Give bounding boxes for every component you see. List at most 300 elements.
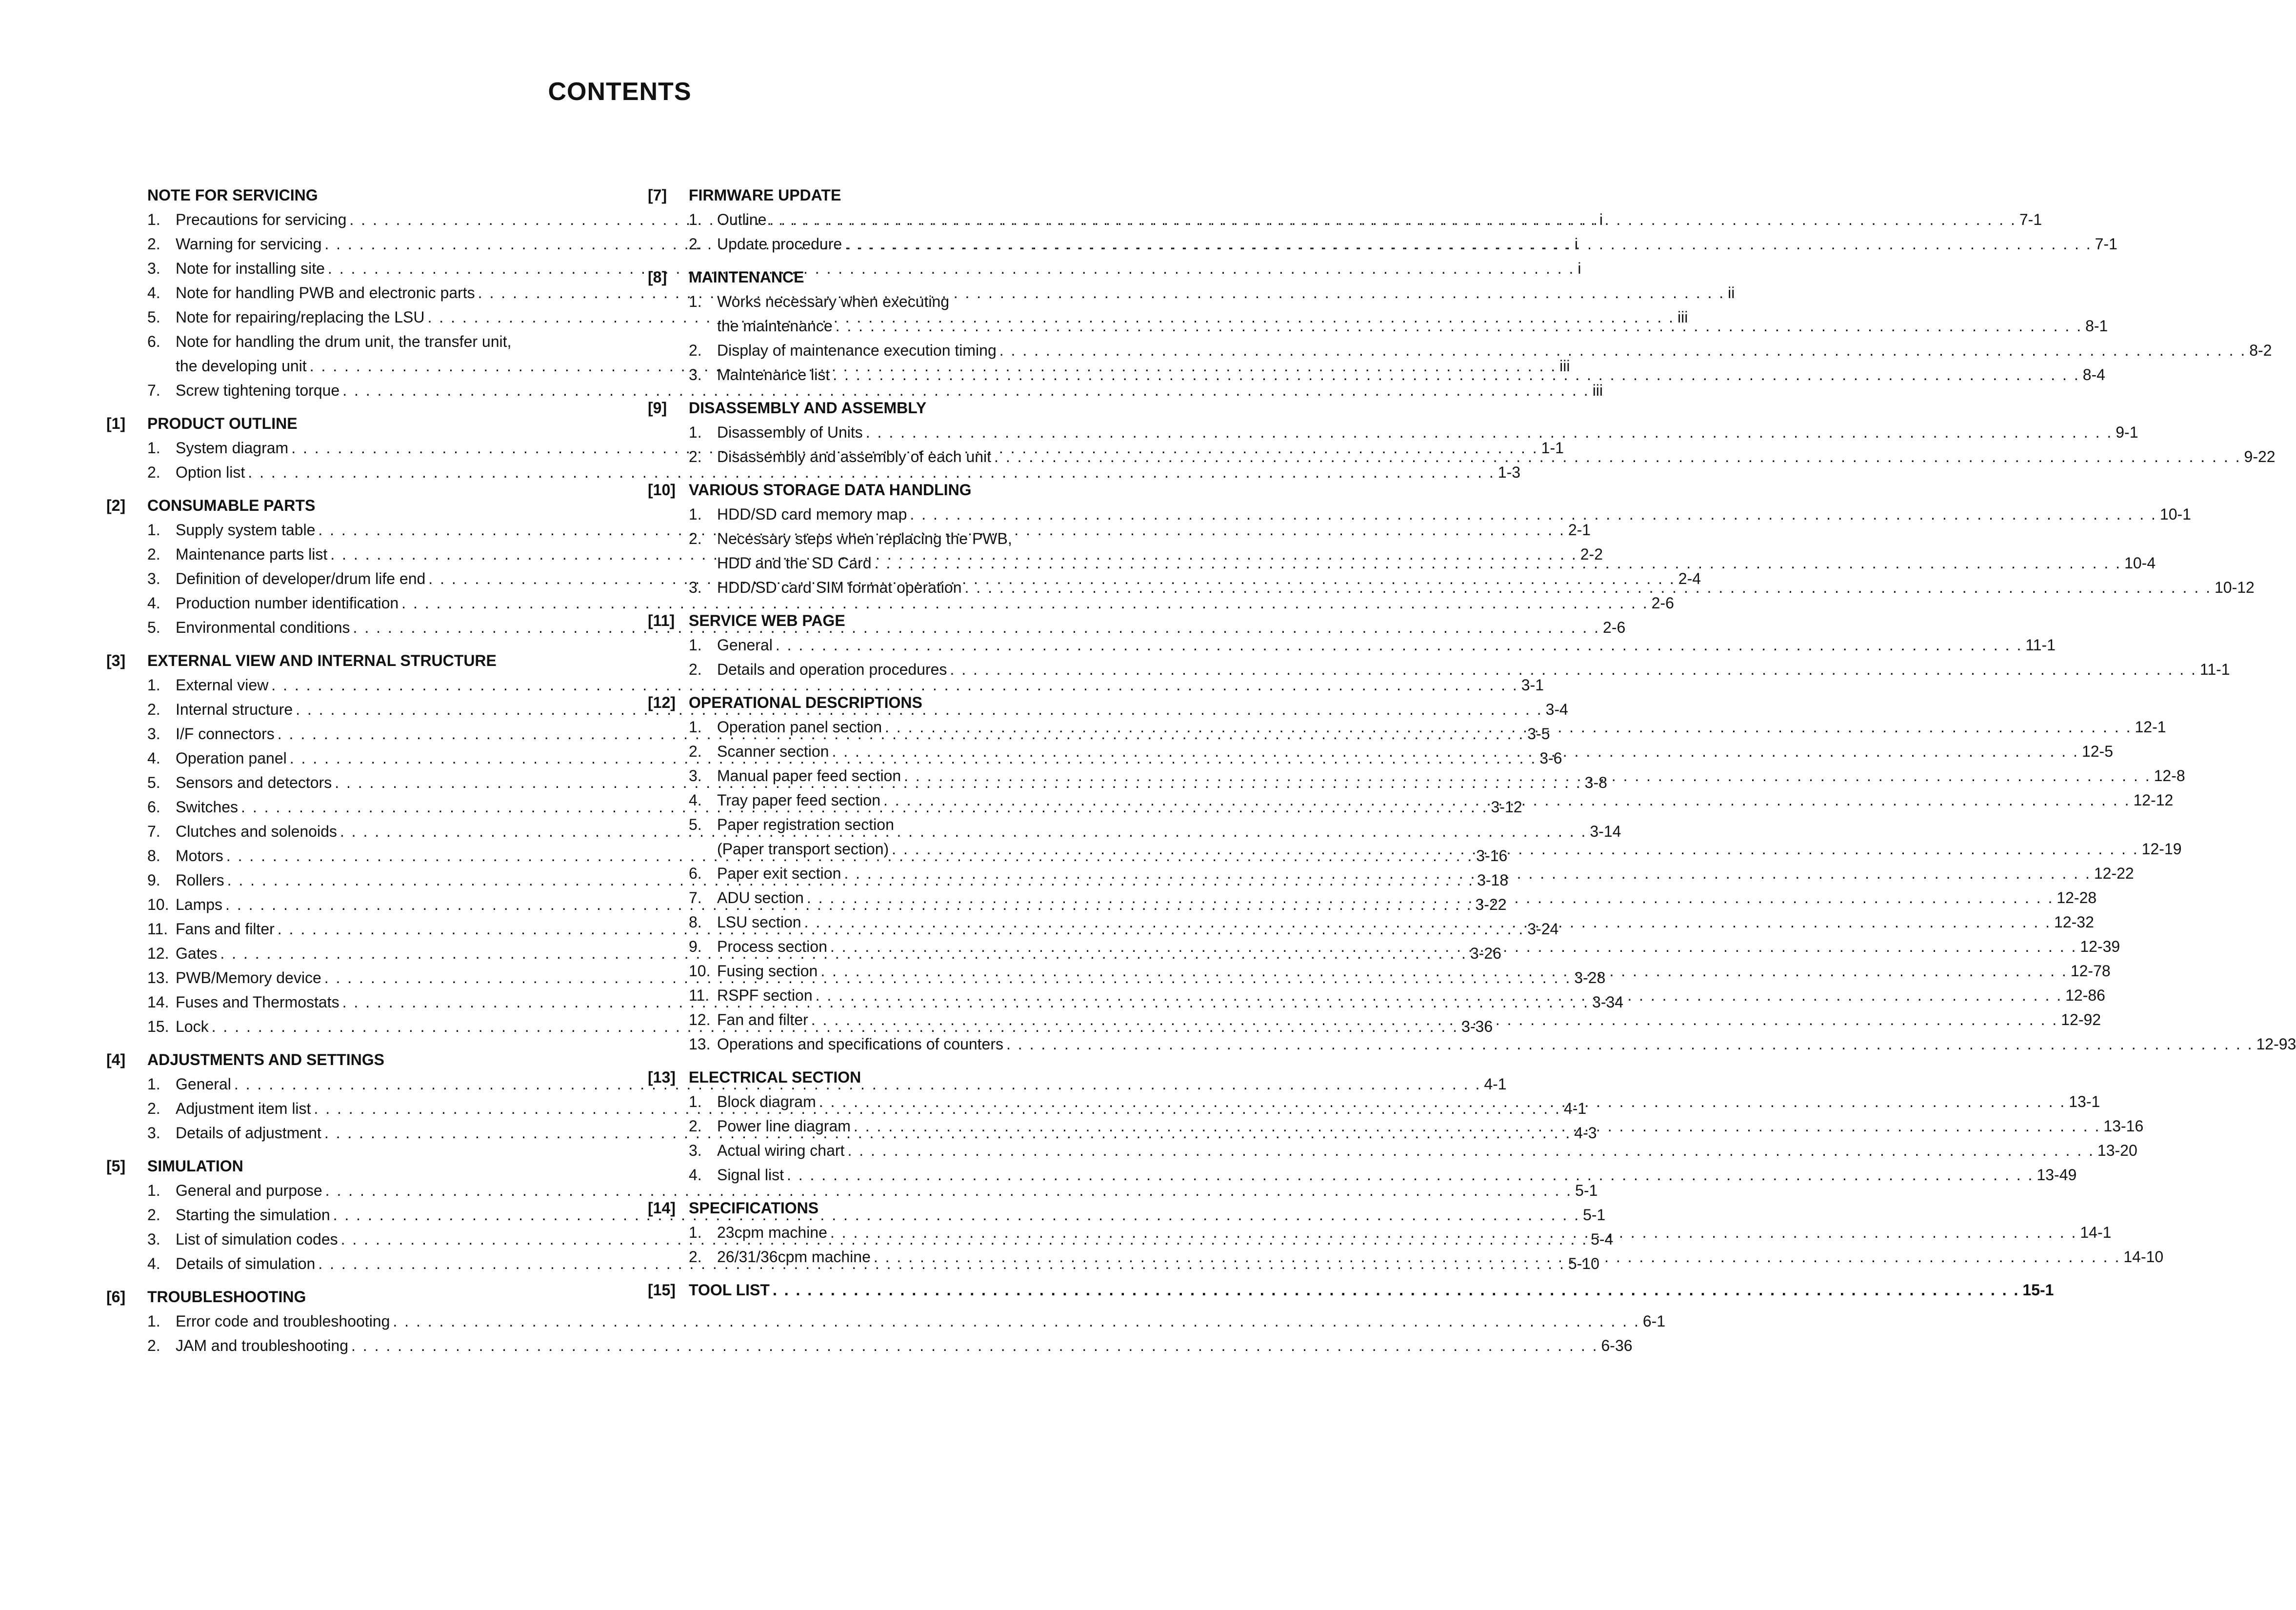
entry-text: Note for handling the drum unit, the transfer unit, xyxy=(176,333,512,350)
entry-text: RSPF section xyxy=(717,986,813,1004)
entry-text: Note for installing site xyxy=(176,260,325,277)
page-number: 1-1 xyxy=(1541,439,1564,457)
entry-number: 2. xyxy=(147,463,160,481)
page-number: 11-1 xyxy=(2199,661,2230,678)
dot-leader xyxy=(875,551,2121,575)
section-number: [6] xyxy=(106,1288,126,1306)
page-number: 12-28 xyxy=(2056,889,2097,906)
entry-text: Screw tightening torque xyxy=(176,382,340,399)
entry-line xyxy=(176,1309,1666,1333)
entry-number: 3. xyxy=(147,1230,160,1248)
page-number: 3-4 xyxy=(1545,701,1568,718)
dot-leader xyxy=(351,1333,1598,1358)
page-number: i xyxy=(1574,235,1578,253)
dot-leader xyxy=(820,959,2067,983)
entry-number: 2. xyxy=(689,743,702,760)
entry-text: Disassembly of Units xyxy=(717,423,863,441)
entry-text: Precautions for servicing xyxy=(176,211,347,228)
entry-text: Note for handling PWB and electronic parts xyxy=(176,284,475,302)
section-number: [3] xyxy=(106,652,126,669)
entry-body xyxy=(717,1163,2077,1187)
section-title: SERVICE WEB PAGE xyxy=(689,612,845,629)
toc-entry[interactable] xyxy=(648,1163,2077,1187)
entry-line xyxy=(717,1163,2077,1187)
section-number: [1] xyxy=(106,415,126,432)
toc-entry[interactable] xyxy=(106,460,1521,484)
entry-body xyxy=(176,1333,1633,1358)
entry-body xyxy=(717,420,2138,444)
entry-body xyxy=(176,673,1544,697)
entry-number: 12. xyxy=(147,945,169,962)
entry-number: 3. xyxy=(147,570,160,587)
section-heading[interactable] xyxy=(106,1285,589,1309)
section-number: [5] xyxy=(106,1157,126,1175)
entry-text: Option list xyxy=(176,463,245,481)
entry-body xyxy=(717,1138,2137,1163)
dot-leader xyxy=(819,1089,2066,1114)
entry-number: 1. xyxy=(147,1312,160,1330)
section-number: [11] xyxy=(648,612,675,629)
page-number: 13-16 xyxy=(2103,1117,2144,1135)
toc-entry[interactable] xyxy=(648,633,2056,657)
page-number: i xyxy=(1577,260,1581,277)
toc-entry[interactable] xyxy=(648,1138,2137,1163)
page-number: 3-8 xyxy=(1584,774,1607,791)
section-heading[interactable] xyxy=(648,1065,1131,1089)
entry-number: 4. xyxy=(147,1255,160,1272)
page-number: 12-19 xyxy=(2141,840,2182,858)
dot-leader xyxy=(847,1138,2094,1163)
entry-text: Clutches and solenoids xyxy=(176,823,337,840)
entry-line xyxy=(717,207,2042,232)
entry-line xyxy=(176,673,1544,697)
entry-line xyxy=(717,1138,2137,1163)
entry-line xyxy=(176,460,1521,484)
entry-text: Rollers xyxy=(176,871,224,889)
entry-number: 2. xyxy=(689,235,702,253)
page-number: 12-78 xyxy=(2070,962,2111,980)
entry-body xyxy=(176,460,1521,484)
section-heading[interactable] xyxy=(648,265,1131,289)
dot-leader xyxy=(845,232,2092,256)
entry-number: 12. xyxy=(689,1011,711,1028)
page-number: 2-1 xyxy=(1568,521,1591,539)
page-number: 7-1 xyxy=(2019,211,2042,228)
entry-number: 5. xyxy=(147,619,160,636)
dot-leader xyxy=(776,633,2022,657)
toc-entry[interactable] xyxy=(106,378,1603,402)
section-title: ELECTRICAL SECTION xyxy=(689,1068,861,1086)
entry-text: Maintenance parts list xyxy=(176,545,328,563)
section-heading[interactable] xyxy=(648,1196,1131,1220)
entry-line xyxy=(717,232,2117,256)
entry-number: 1. xyxy=(689,1224,702,1241)
page-number: 5-10 xyxy=(1568,1255,1599,1272)
entry-number: 3. xyxy=(689,366,702,383)
page-number: 8-2 xyxy=(2249,342,2272,359)
entry-number: 3. xyxy=(689,579,702,596)
section-number: [9] xyxy=(648,399,667,417)
entry-text: Environmental conditions xyxy=(176,619,350,636)
entry-text: Details of simulation xyxy=(176,1255,316,1272)
entry-number: 1. xyxy=(689,1093,702,1110)
entry-text: Sensors and detectors xyxy=(176,774,332,791)
entry-text: Paper registration section xyxy=(717,816,894,833)
entry-text: (Paper transport section) xyxy=(717,840,889,858)
entry-text: Fusing section xyxy=(717,962,818,980)
entry-body xyxy=(176,1309,1666,1333)
page-number: 3-12 xyxy=(1491,798,1522,816)
entry-text: Display of maintenance execution timing xyxy=(717,342,997,359)
entry-text: LSU section xyxy=(717,913,801,931)
dot-leader xyxy=(904,764,2151,788)
entry-number: 8. xyxy=(147,847,160,865)
dot-leader xyxy=(833,362,2079,387)
entry-number: 2. xyxy=(147,235,160,253)
entry-line xyxy=(717,1032,2296,1056)
dot-leader xyxy=(816,983,2062,1007)
section-title: PRODUCT OUTLINE xyxy=(147,415,298,432)
page-number: iii xyxy=(1559,357,1570,375)
entry-number: 1. xyxy=(147,211,160,228)
entry-number: 4. xyxy=(147,749,160,767)
entry-number: 3. xyxy=(689,1142,702,1159)
page-number: i xyxy=(1599,211,1603,228)
section-heading[interactable] xyxy=(648,183,1131,207)
section-title: NOTE FOR SERVICING xyxy=(147,186,318,204)
dot-leader xyxy=(965,575,2212,600)
entry-number: 1. xyxy=(147,1075,160,1093)
page-number: 8-4 xyxy=(2082,366,2105,383)
page-number: 4-1 xyxy=(1563,1100,1587,1117)
toc-entry[interactable] xyxy=(106,1333,1633,1358)
page-number: 4-1 xyxy=(1484,1075,1507,1093)
entry-number: 4. xyxy=(689,1166,702,1184)
entry-number: 3. xyxy=(147,260,160,277)
entry-text: Supply system table xyxy=(176,521,316,539)
dot-leader xyxy=(874,1245,2120,1269)
entry-text: Operations and specifications of counters xyxy=(717,1035,1003,1053)
section-number: [7] xyxy=(648,186,667,204)
entry-text: Starting the simulation xyxy=(176,1206,330,1224)
page-number: 15-1 xyxy=(2022,1281,2054,1299)
dot-leader xyxy=(811,1007,2058,1032)
entry-number: 6. xyxy=(689,865,702,882)
section-heading[interactable] xyxy=(648,478,1131,502)
section-title: OPERATIONAL DESCRIPTIONS xyxy=(689,694,922,711)
section-number: [13] xyxy=(648,1068,676,1086)
page-number: 3-26 xyxy=(1470,945,1501,962)
page-number: 2-2 xyxy=(1580,545,1603,563)
entry-text: Fan and filter xyxy=(717,1011,808,1028)
entry-number: 2. xyxy=(147,1337,160,1354)
entry-text: JAM and troubleshooting xyxy=(176,1337,348,1354)
entry-number: 2. xyxy=(147,701,160,718)
entry-body xyxy=(717,207,2042,232)
entry-body xyxy=(717,502,2191,526)
entry-text: Motors xyxy=(176,847,223,865)
entry-line xyxy=(176,1178,1598,1203)
toc-entry[interactable] xyxy=(648,207,2042,232)
section-title: CONSUMABLE PARTS xyxy=(147,497,316,514)
section-heading[interactable] xyxy=(106,1047,589,1072)
tool-list-title: TOOL LIST xyxy=(689,1281,770,1299)
toc-entry[interactable] xyxy=(106,591,1674,615)
dot-leader xyxy=(866,420,2113,444)
dot-leader xyxy=(950,657,2196,682)
entry-body xyxy=(717,657,2230,682)
section-number: [4] xyxy=(106,1051,126,1068)
page-number: 10-12 xyxy=(2214,579,2255,596)
page-number: 12-8 xyxy=(2154,767,2185,785)
entry-number: 10. xyxy=(147,896,169,913)
dot-leader xyxy=(830,1220,2077,1245)
entry-number: 14. xyxy=(147,993,169,1011)
entry-text: Outline xyxy=(717,211,767,228)
entry-number: 7. xyxy=(689,889,702,906)
page-number: 7-1 xyxy=(2095,235,2117,253)
entry-number: 2. xyxy=(689,661,702,678)
entry-text: 23cpm machine xyxy=(717,1224,827,1241)
entry-number: 3. xyxy=(147,725,160,743)
entry-text: I/F connectors xyxy=(176,725,275,743)
entry-text: General and purpose xyxy=(176,1182,322,1199)
entry-body xyxy=(717,633,2056,657)
entry-number: 2. xyxy=(147,1100,160,1117)
section-number: [12] xyxy=(648,694,676,711)
entry-line xyxy=(717,420,2138,444)
toc-entry[interactable] xyxy=(648,420,2138,444)
page-number: ii xyxy=(1728,284,1735,302)
page-number: 5-4 xyxy=(1591,1230,1614,1248)
entry-number: 1. xyxy=(689,636,702,654)
page-number: 9-1 xyxy=(2116,423,2138,441)
entry-text: Block diagram xyxy=(717,1093,816,1110)
section-heading[interactable] xyxy=(106,648,589,673)
entry-line xyxy=(717,526,1131,551)
page-number: 3-1 xyxy=(1521,676,1544,694)
toc-entry[interactable] xyxy=(106,1178,1598,1203)
entry-line xyxy=(717,633,2056,657)
page-number: 3-22 xyxy=(1475,896,1507,913)
entry-number: 2. xyxy=(689,530,702,547)
entry-text: List of simulation codes xyxy=(176,1230,338,1248)
section-heading[interactable] xyxy=(648,608,1131,633)
entry-text: General xyxy=(176,1075,231,1093)
entry-line xyxy=(717,289,1131,314)
entry-text: Tray paper feed section xyxy=(717,791,880,809)
entry-text: Disassembly and assembly of each unit xyxy=(717,448,992,465)
section-heading[interactable] xyxy=(648,690,1131,715)
dot-leader xyxy=(836,314,2082,338)
dot-leader xyxy=(787,1163,2034,1187)
page-number: 3-14 xyxy=(1590,823,1621,840)
dot-leader xyxy=(854,1114,2100,1138)
page-number: 12-32 xyxy=(2054,913,2094,931)
entry-number: 13. xyxy=(147,969,169,986)
entry-number: 2. xyxy=(689,1117,702,1135)
page-number: 12-1 xyxy=(2135,718,2166,736)
entry-text: Switches xyxy=(176,798,239,816)
section-heading[interactable] xyxy=(106,1154,589,1178)
entry-number: 5. xyxy=(689,816,702,833)
entry-text: HDD and the SD Card xyxy=(717,554,872,572)
dot-leader xyxy=(393,1309,1639,1333)
section-number: [8] xyxy=(648,268,667,286)
page-number: 10-1 xyxy=(2159,505,2191,523)
page-number: 3-34 xyxy=(1592,993,1624,1011)
page-number: 12-5 xyxy=(2081,743,2113,760)
entry-body xyxy=(176,378,1603,402)
page-number: 12-92 xyxy=(2061,1011,2101,1028)
entry-text: the maintenance xyxy=(717,317,833,335)
page-title: CONTENTS xyxy=(548,78,692,106)
section-title: SPECIFICATIONS xyxy=(689,1199,819,1217)
entry-text: HDD/SD card SIM format operation xyxy=(717,579,962,596)
section-title: SIMULATION xyxy=(147,1157,243,1175)
entry-text: Manual paper feed section xyxy=(717,767,901,785)
toc-entry[interactable] xyxy=(648,338,2272,362)
entry-number: 5. xyxy=(147,774,160,791)
dot-leader xyxy=(883,788,2130,812)
entry-body xyxy=(717,232,2117,256)
toc-section xyxy=(648,183,2117,256)
entry-number: 8. xyxy=(689,913,702,931)
entry-number: 1. xyxy=(147,1182,160,1199)
dot-leader xyxy=(804,910,2051,934)
entry-number: 5. xyxy=(147,308,160,326)
entry-number: 3. xyxy=(147,1124,160,1142)
entry-number: 4. xyxy=(147,284,160,302)
page-number: 6-1 xyxy=(1642,1312,1666,1330)
entry-text: External view xyxy=(176,676,269,694)
section-number xyxy=(106,183,147,207)
page-number: 12-12 xyxy=(2133,791,2174,809)
entry-text: 26/31/36cpm machine xyxy=(717,1248,871,1266)
page-number: 12-86 xyxy=(2065,986,2105,1004)
entry-line xyxy=(717,657,2230,682)
entry-text: Details and operation procedures xyxy=(717,661,947,678)
dot-leader xyxy=(994,444,2241,469)
toc-entry[interactable] xyxy=(648,657,2230,682)
toc-section xyxy=(648,1278,2054,1302)
page-number: 3-16 xyxy=(1476,847,1508,865)
entry-text: Production number identification xyxy=(176,594,399,612)
page-number: 12-22 xyxy=(2094,865,2134,882)
section-heading[interactable] xyxy=(106,183,589,207)
entry-number: 1. xyxy=(147,439,160,457)
entry-number: 1. xyxy=(147,521,160,539)
entry-text: Lamps xyxy=(176,896,223,913)
page-number: 5-1 xyxy=(1575,1182,1598,1199)
page-number: iii xyxy=(1592,382,1603,399)
page-number: 3-18 xyxy=(1477,871,1509,889)
dot-leader xyxy=(1006,1032,2253,1056)
entry-number: 1. xyxy=(147,676,160,694)
section-number: [2] xyxy=(106,497,126,514)
entry-text: General xyxy=(717,636,773,654)
entry-text: Gates xyxy=(176,945,218,962)
section-title: VARIOUS STORAGE DATA HANDLING xyxy=(689,481,972,499)
entry-number: 1. xyxy=(689,211,702,228)
page-number: 13-1 xyxy=(2069,1093,2100,1110)
entry-text: Power line diagram xyxy=(717,1117,851,1135)
page-number: 2-6 xyxy=(1651,594,1674,612)
page-number: 12-39 xyxy=(2080,938,2120,955)
page-number: 2-6 xyxy=(1603,619,1626,636)
dot-leader xyxy=(892,837,2138,861)
toc-entry[interactable] xyxy=(648,232,2117,256)
page-number: 9-22 xyxy=(2244,448,2276,465)
entry-text: Lock xyxy=(176,1018,209,1035)
entry-number: 9. xyxy=(689,938,702,955)
toc-entry[interactable] xyxy=(106,1309,1666,1333)
entry-number: 2. xyxy=(689,448,702,465)
entry-body xyxy=(717,338,2272,362)
section-heading[interactable] xyxy=(106,493,589,518)
entry-number: 4. xyxy=(689,791,702,809)
dot-leader xyxy=(807,886,2054,910)
section-heading[interactable] xyxy=(648,1278,2054,1302)
entry-text: Process section xyxy=(717,938,827,955)
dot-leader xyxy=(910,502,2156,526)
entry-text: Operation panel xyxy=(176,749,287,767)
entry-number: 6. xyxy=(147,798,160,816)
section-number: [14] xyxy=(648,1199,676,1217)
page-number: 13-49 xyxy=(2036,1166,2077,1184)
toc-entry[interactable] xyxy=(648,502,2191,526)
entry-number: 2. xyxy=(689,342,702,359)
entry-text: Warning for servicing xyxy=(176,235,322,253)
page-number: 13-20 xyxy=(2097,1142,2137,1159)
entry-line xyxy=(717,338,2272,362)
page-number: 6-36 xyxy=(1601,1337,1633,1354)
section-heading[interactable] xyxy=(106,411,589,436)
page-number: 3-36 xyxy=(1461,1018,1493,1035)
entry-text: Actual wiring chart xyxy=(717,1142,845,1159)
entry-text: Scanner section xyxy=(717,743,829,760)
entry-number: 11. xyxy=(147,920,168,938)
entry-text: Error code and troubleshooting xyxy=(176,1312,390,1330)
entry-number: 2. xyxy=(689,1248,702,1266)
page-number: 2-4 xyxy=(1678,570,1701,587)
entry-number: 3. xyxy=(689,767,702,785)
entry-text: Note for repairing/replacing the LSU xyxy=(176,308,425,326)
entry-number: 1. xyxy=(689,423,702,441)
entry-number: 10. xyxy=(689,962,711,980)
entry-number: 4. xyxy=(147,594,160,612)
entry-text: Update procedure xyxy=(717,235,842,253)
section-title xyxy=(689,1278,2054,1302)
toc-entry[interactable] xyxy=(648,1032,2296,1056)
entry-number: 2. xyxy=(147,545,160,563)
entry-text: Operation panel section xyxy=(717,718,882,736)
dot-leader xyxy=(830,934,2077,959)
section-heading[interactable] xyxy=(648,396,1131,420)
dot-leader xyxy=(832,739,2078,764)
entry-body xyxy=(717,1032,2296,1056)
dot-leader xyxy=(844,861,2091,886)
section-title: TROUBLESHOOTING xyxy=(147,1288,306,1306)
entry-text: ADU section xyxy=(717,889,804,906)
entry-line xyxy=(717,502,2191,526)
page-number: 8-1 xyxy=(2085,317,2108,335)
entry-number: 13. xyxy=(689,1035,711,1053)
page-number: 1-3 xyxy=(1497,463,1521,481)
entry-text: Works necessary when executing xyxy=(717,293,950,310)
toc-entry[interactable] xyxy=(106,673,1544,697)
entry-number: 1. xyxy=(689,718,702,736)
